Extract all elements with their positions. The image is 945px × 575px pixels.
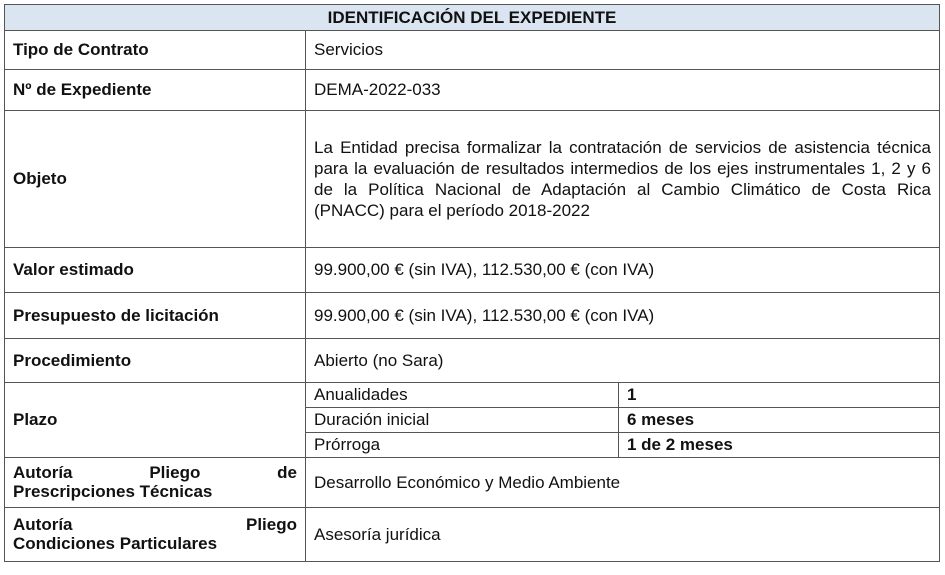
- value-autoria-ppt: Desarrollo Económico y Medio Ambiente: [306, 458, 940, 508]
- plazo-prorroga-label: Prórroga: [306, 433, 619, 458]
- plazo-duracion-label: Duración inicial: [306, 408, 619, 433]
- value-procedimiento: Abierto (no Sara): [306, 339, 940, 383]
- plazo-anualidades-label: Anualidades: [306, 383, 619, 408]
- label-plazo: Plazo: [5, 383, 306, 458]
- plazo-prorroga-value: 1 de 2 meses: [619, 433, 940, 458]
- value-tipo-contrato: Servicios: [306, 31, 940, 70]
- label-valor-estimado: Valor estimado: [5, 248, 306, 293]
- label-line: Condiciones Particulares: [13, 534, 218, 553]
- label-line: Prescripciones Técnicas: [13, 482, 213, 501]
- label-objeto: Objeto: [5, 111, 306, 248]
- label-procedimiento: Procedimiento: [5, 339, 306, 383]
- label-expediente: Nº de Expediente: [5, 70, 306, 111]
- table-title: IDENTIFICACIÓN DEL EXPEDIENTE: [5, 5, 940, 31]
- label-tipo-contrato: Tipo de Contrato: [5, 31, 306, 70]
- label-autoria-ppt: [5, 458, 306, 508]
- value-expediente: DEMA-2022-033: [306, 70, 940, 111]
- expediente-table: [4, 4, 940, 562]
- plazo-anualidades-value: 1: [619, 383, 940, 408]
- plazo-duracion-value: 6 meses: [619, 408, 940, 433]
- value-valor-estimado: 99.900,00 € (sin IVA), 112.530,00 € (con IVA): [306, 248, 940, 293]
- label-line: Autoría Pliego de: [13, 463, 297, 482]
- value-autoria-pcp: Asesoría jurídica: [306, 508, 940, 562]
- label-line: Autoría Pliego: [13, 515, 297, 534]
- value-presupuesto: 99.900,00 € (sin IVA), 112.530,00 € (con IVA): [306, 293, 940, 339]
- label-autoria-pcp: [5, 508, 306, 562]
- label-presupuesto: Presupuesto de licitación: [5, 293, 306, 339]
- value-objeto: La Entidad precisa formalizar la contratación de servicios de asistencia técnica para la evaluación de resultados intermedios de los ejes instrumentales 1, 2 y 6 de la Política Nacional de Adaptación al Cambio Climático de Costa Rica (PNACC) para el período 2018-2022: [306, 111, 940, 248]
